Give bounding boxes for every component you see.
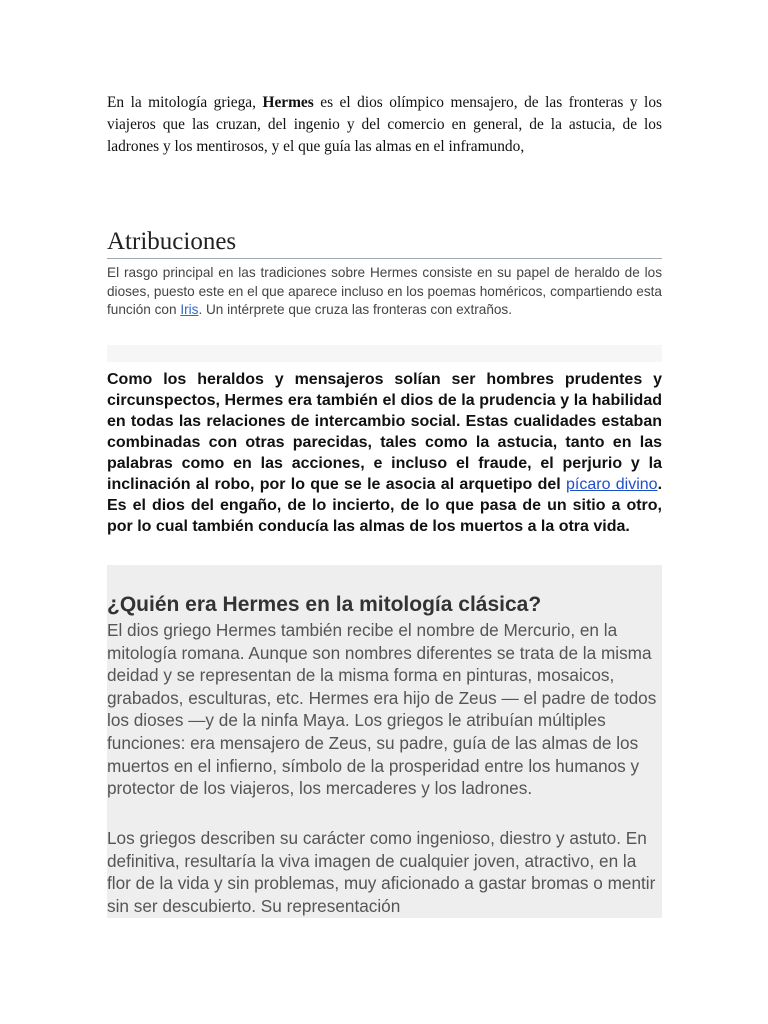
- quien-era-hermes-title: ¿Quién era Hermes en la mitología clásica?: [107, 593, 542, 616]
- intro-text-after: es el dios olímpico mensajero, de las fronteras y los viajeros que las cruzan, del ingenio y del comercio en general, de la astucia, de los ladrones y los mentirosos, y el que guía las almas en el inframundo,: [107, 94, 663, 155]
- atribuciones-heading: Atribuciones: [107, 226, 662, 259]
- heraldos-text-after: . Es el dios del engaño, de lo incierto, de lo que pasa de un sitio a otro, por lo cual también conducía las almas de los muertos a la otra vida.: [107, 476, 663, 535]
- atribuciones-paragraph: [107, 264, 662, 320]
- atribuciones-text-before: El rasgo principal en las tradiciones sobre Hermes consiste en su papel de heraldo de los dioses, puesto este en el que aparece incluso en los poemas homéricos, compartiendo esta función con: [107, 265, 662, 317]
- iris-link[interactable]: Iris: [180, 302, 199, 317]
- intro-paragraph: [107, 92, 662, 158]
- heraldos-paragraph: [107, 369, 662, 537]
- quien-era-hermes-section: [107, 565, 662, 918]
- picaro-divino-link[interactable]: pícaro divino: [566, 476, 658, 493]
- atribuciones-text-after: . Un intérprete que cruza las fronteras con extraños.: [198, 302, 513, 317]
- quien-paragraph-2: Los griegos describen su carácter como ingenioso, diestro y astuto. En definitiva, resultaría la viva imagen de cualquier joven, atractivo, en la flor de la vida y sin problemas, muy aficionado a gastar bromas o mentir sin ser descubierto. Su representación: [107, 828, 656, 916]
- gray-separator-strip: [107, 345, 662, 362]
- quien-paragraph-1: El dios griego Hermes también recibe el nombre de Mercurio, en la mitología romana. Aunque son nombres diferentes se trata de la misma deidad y se representan de la misma forma en pinturas, mosaicos, grabados, esculturas, etc. Hermes era hijo de Zeus — el padre de todos los dioses —y de la ninfa Maya. Los griegos le atribuían múltiples funciones: era mensajero de Zeus, su padre, guía de las almas de los muertos en el infierno, símbolo de la prosperidad entre los humanos y protector de los viajeros, los mercaderes y los ladrones.: [107, 620, 657, 799]
- heraldos-text-before: Como los heraldos y mensajeros solían ser hombres prudentes y circunspectos, Hermes era también el dios de la prudencia y la habilidad en todas las relaciones de intercambio social. Estas cualidades estaban combinadas con otras parecidas, tales como la astucia, tanto en las palabras como en las acciones, e incluso el fraude, el perjurio y la inclinación al robo, por lo que se le asocia al arquetipo del: [107, 371, 662, 493]
- intro-hermes-bold: Hermes: [262, 94, 314, 111]
- intro-text-before: En la mitología griega,: [107, 94, 263, 111]
